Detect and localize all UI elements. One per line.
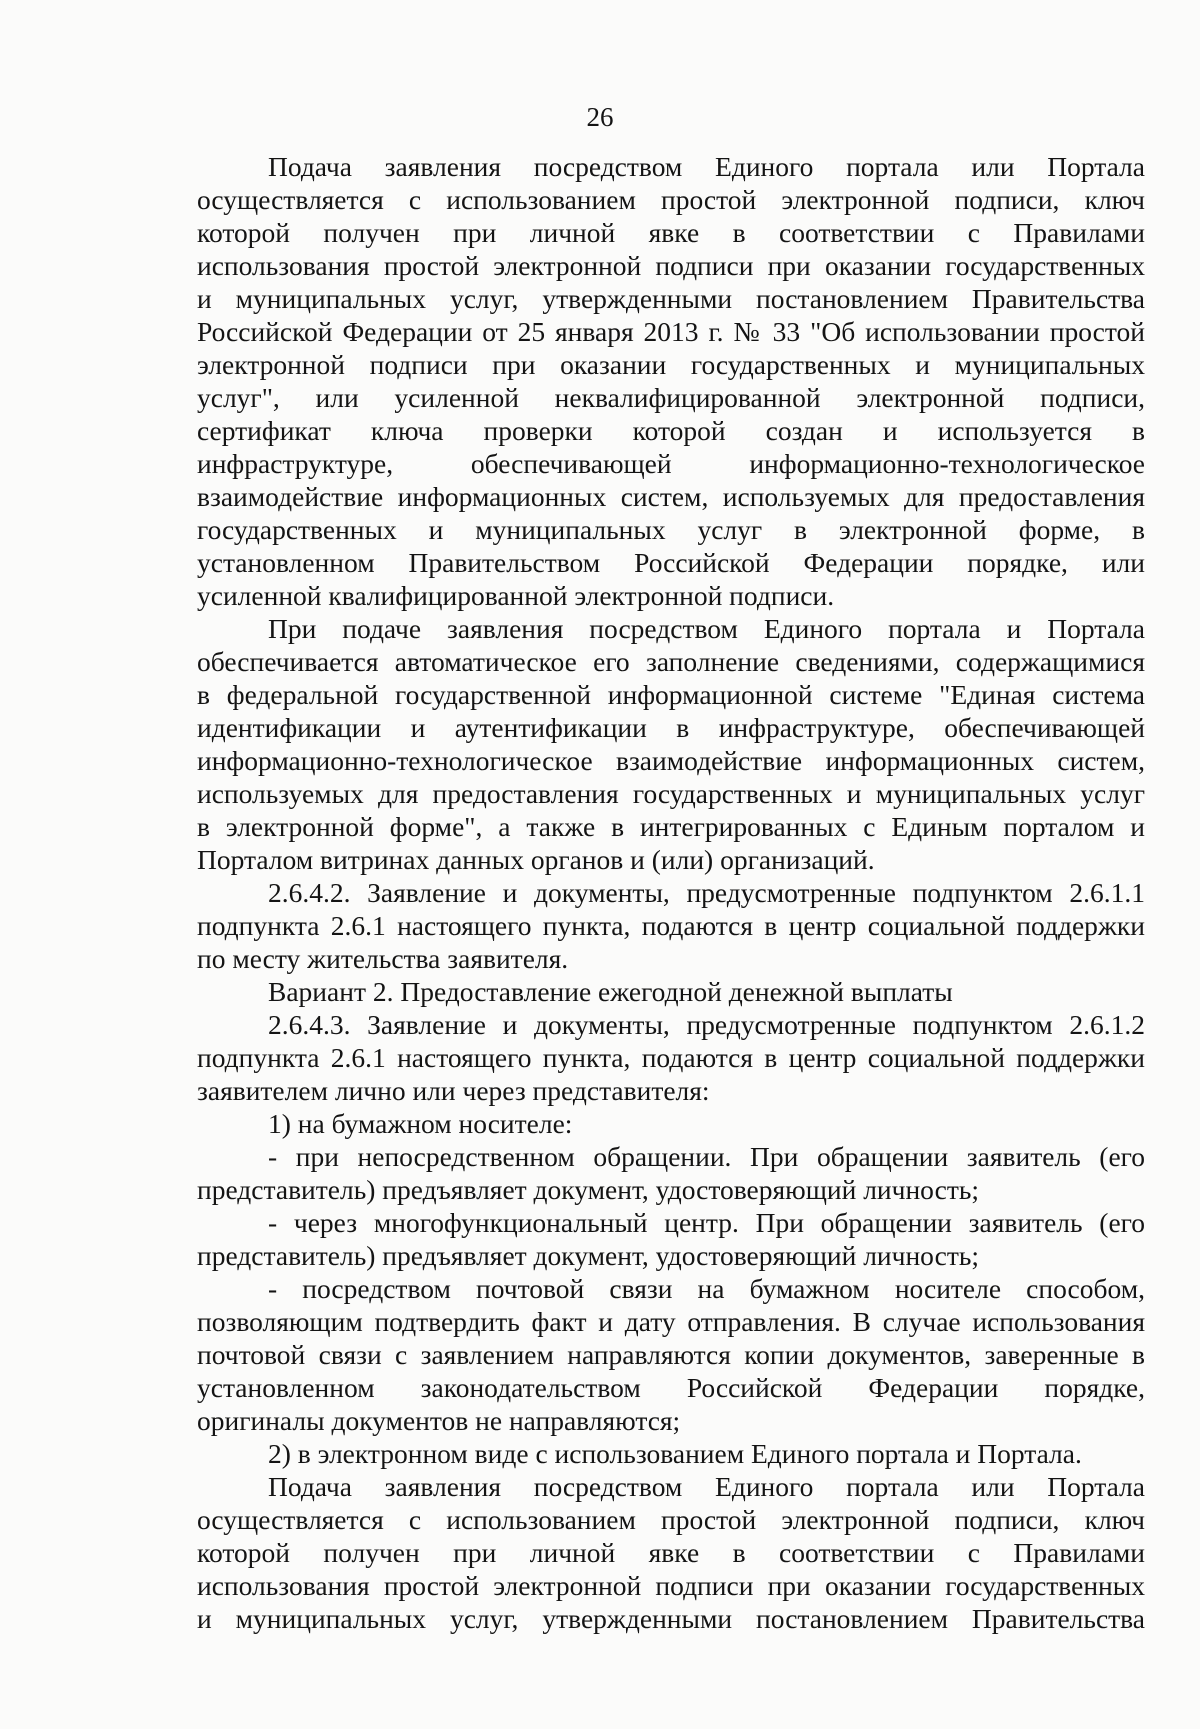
text-line: почтовой связи с заявлением направляются копии документов, заверенные в [197, 1339, 1145, 1370]
text-line: и муниципальных услуг, утвержденными постановлением Правительства [197, 1603, 1145, 1634]
text-line: установленном Правительством Российской Федерации порядке, или [197, 547, 1145, 578]
text-line: информационно-технологическое взаимодействие информационных систем, [197, 745, 1145, 776]
text-line: установленном законодательством Российской Федерации порядке, [197, 1372, 1145, 1403]
text-line: Подача заявления посредством Единого портала или Портала [268, 1471, 1145, 1502]
text-line: позволяющим подтвердить факт и дату отправления. В случае использования [197, 1306, 1145, 1337]
text-line: представитель) предъявляет документ, удостоверяющий личность; [197, 1174, 980, 1205]
text-line: подпункта 2.6.1 настоящего пункта, подаются в центр социальной поддержки [197, 1042, 1145, 1073]
text-line: государственных и муниципальных услуг в электронной форме, в [197, 514, 1145, 545]
text-line: используемых для предоставления государственных и муниципальных услуг [197, 778, 1145, 809]
text-line: При подаче заявления посредством Единого портала и Портала [268, 613, 1145, 644]
text-line: которой получен при личной явке в соответствии с Правилами [197, 1537, 1145, 1568]
text-line: использования простой электронной подписи при оказании государственных [197, 250, 1145, 281]
text-line: электронной подписи при оказании государственных и муниципальных [197, 349, 1145, 380]
text-line: - при непосредственном обращении. При обращении заявитель (его [268, 1141, 1145, 1172]
text-line: 2.6.4.2. Заявление и документы, предусмотренные подпунктом 2.6.1.1 [268, 877, 1145, 908]
text-line: Вариант 2. Предоставление ежегодной денежной выплаты [268, 976, 953, 1007]
text-line: оригиналы документов не направляются; [197, 1405, 681, 1436]
document-body [197, 150, 1145, 1635]
text-line: Порталом витринах данных органов и (или) организаций. [197, 844, 875, 875]
text-line: услуг", или усиленной неквалифицированной электронной подписи, [197, 382, 1145, 413]
text-line: заявителем лично или через представителя: [197, 1075, 710, 1106]
text-line: представитель) предъявляет документ, удостоверяющий личность; [197, 1240, 980, 1271]
text-line: по месту жительства заявителя. [197, 943, 569, 974]
text-line: в электронной форме", а также в интегрированных с Единым порталом и [197, 811, 1145, 842]
text-line: и муниципальных услуг, утвержденными постановлением Правительства [197, 283, 1145, 314]
text-line: сертификат ключа проверки которой создан и используется в [197, 415, 1145, 446]
text-line: использования простой электронной подписи при оказании государственных [197, 1570, 1145, 1601]
text-line: Подача заявления посредством Единого портала или Портала [268, 151, 1145, 182]
text-line: которой получен при личной явке в соответствии с Правилами [197, 217, 1145, 248]
text-line: усиленной квалифицированной электронной подписи. [197, 580, 835, 611]
text-line: инфраструктуре, обеспечивающей информационно-технологическое [197, 448, 1145, 479]
text-line: - через многофункциональный центр. При обращении заявитель (его [268, 1207, 1145, 1238]
text-line: подпункта 2.6.1 настоящего пункта, подаются в центр социальной поддержки [197, 910, 1145, 941]
text-line: - посредством почтовой связи на бумажном носителе способом, [268, 1273, 1145, 1304]
text-line: осуществляется с использованием простой электронной подписи, ключ [197, 184, 1145, 215]
text-line: взаимодействие информационных систем, используемых для предоставления [197, 481, 1145, 512]
text-line: идентификации и аутентификации в инфраструктуре, обеспечивающей [197, 712, 1145, 743]
text-line: 2) в электронном виде с использованием Единого портала и Портала. [268, 1438, 1082, 1469]
text-line: 1) на бумажном носителе: [268, 1108, 573, 1139]
page-number: 26 [586, 102, 614, 132]
text-line: Российской Федерации от 25 января 2013 г. № 33 "Об использовании простой [197, 316, 1145, 347]
text-line: обеспечивается автоматическое его заполнение сведениями, содержащимися [197, 646, 1145, 677]
text-line: в федеральной государственной информационной системе "Единая система [197, 679, 1145, 710]
text-line: осуществляется с использованием простой электронной подписи, ключ [197, 1504, 1145, 1535]
text-line: 2.6.4.3. Заявление и документы, предусмотренные подпунктом 2.6.1.2 [268, 1009, 1145, 1040]
